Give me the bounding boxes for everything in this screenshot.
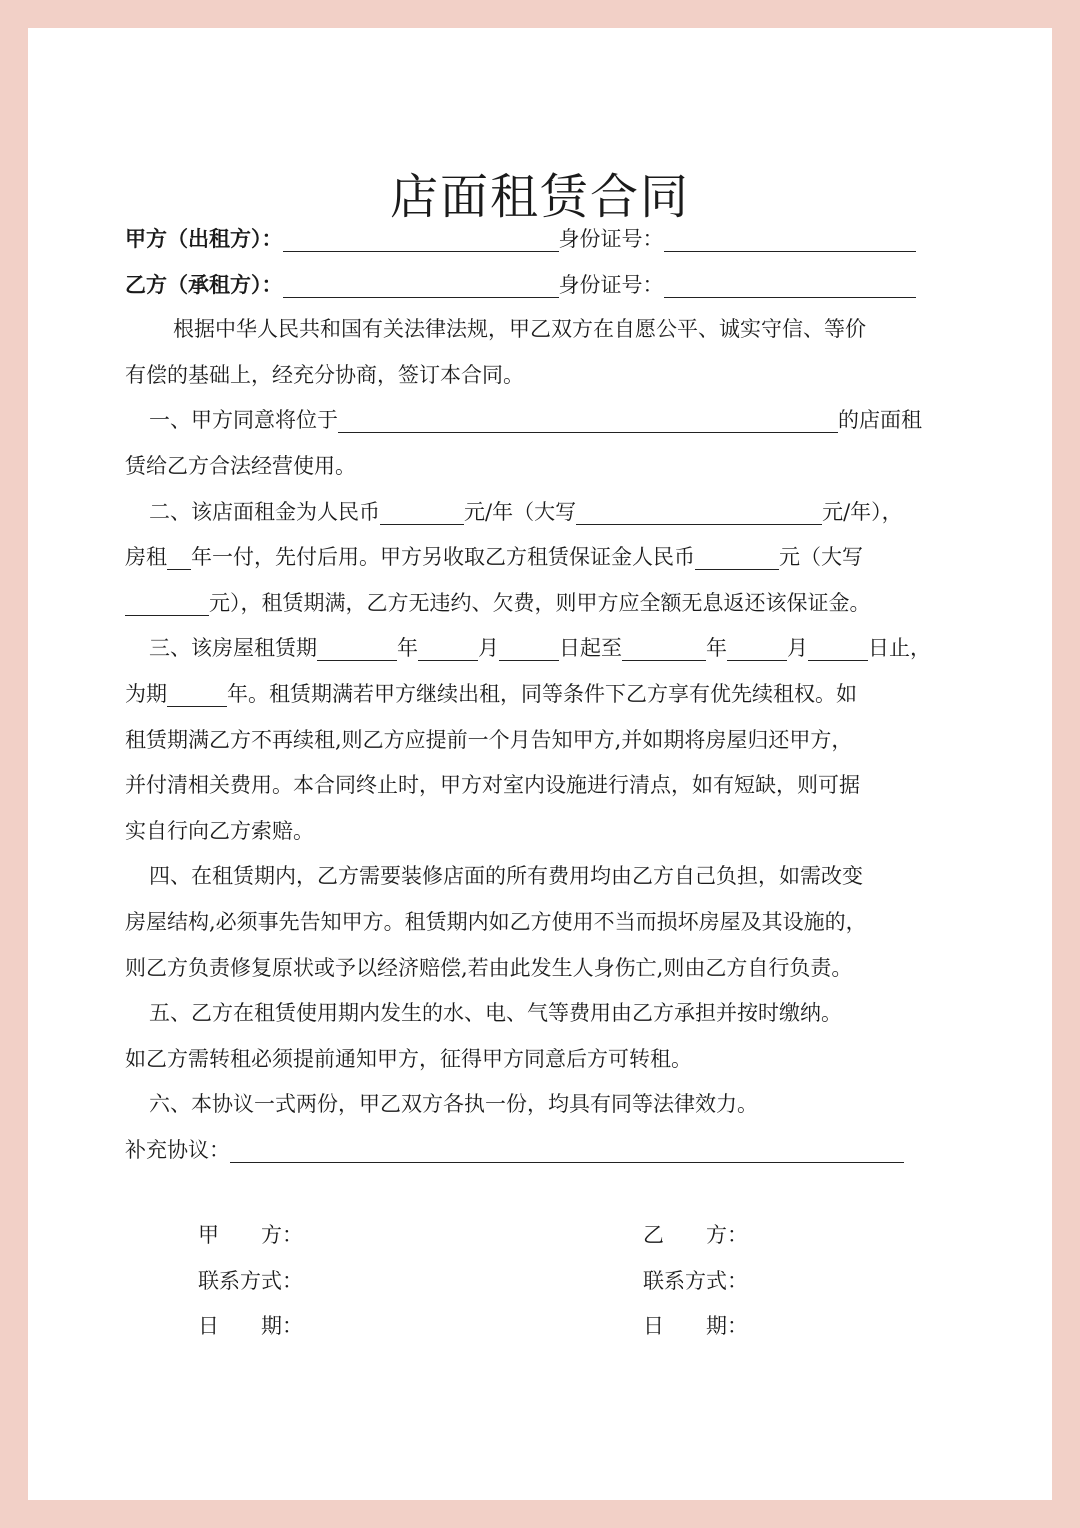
clause-3-text-c: 年。租赁期满若甲方继续出租，同等条件下乙方享有优先续租权。如 [227, 681, 857, 706]
signature-party-b [643, 1213, 748, 1350]
clause-3-line-2 [125, 672, 965, 718]
shop-location-blank[interactable] [338, 410, 838, 433]
clause-2-text-b: 元/年（大写 [464, 499, 577, 524]
clause-2-text-c: 元/年）， [822, 499, 903, 524]
clause-6-line: 六、本协议一式两份，甲乙双方各执一份，均具有同等法律效力。 [149, 1092, 758, 1117]
sign-a-contact: 联系方式： [198, 1268, 303, 1293]
clause-2-line-3 [125, 581, 965, 627]
start-year-blank[interactable] [317, 638, 397, 661]
term-years-blank[interactable] [167, 684, 227, 707]
document-title: 店面租赁合同 [389, 169, 690, 225]
clause-5-line-1: 五、乙方在租赁使用期内发生的水、电、气等费用由乙方承担并按时缴纳。 [149, 1001, 842, 1026]
party-a-label: 甲方（出租方）： [125, 226, 283, 251]
clause-3-line-3: 租赁期满乙方不再续租,则乙方应提前一个月告知甲方,并如期将房屋归还甲方， [125, 727, 853, 752]
deposit-amount-blank[interactable] [695, 547, 779, 570]
clause-2-text-a: 二、该店面租金为人民币 [149, 499, 380, 524]
rent-period-blank[interactable] [167, 547, 191, 570]
sign-b-party: 乙 方： [643, 1223, 748, 1247]
clause-3-month-label-2: 月 [787, 636, 808, 661]
rent-amount-blank[interactable] [380, 502, 464, 525]
rent-amount-words-blank[interactable] [576, 502, 822, 525]
clause-3-from-label: 日起至 [559, 636, 622, 661]
clause-4-line-2: 房屋结构,必须事先告知甲方。租赁期内如乙方使用不当而损坏房屋及其设施的， [125, 909, 867, 934]
clause-3-text-a: 三、该房屋租赁期 [149, 636, 317, 661]
supplement-row [125, 1128, 965, 1174]
party-a-id-label: 身份证号： [558, 227, 664, 251]
party-b-id-blank[interactable] [664, 275, 916, 298]
party-a-id-blank[interactable] [664, 229, 916, 252]
party-b-name-blank[interactable] [283, 275, 559, 298]
clause-3-month-label: 月 [478, 636, 499, 661]
clause-3-year-label: 年 [397, 636, 418, 661]
clause-4-line-3: 则乙方负责修复原状或予以经济赔偿,若由此发生人身伤亡,则由乙方自行负责。 [125, 955, 853, 980]
clause-2-line-1 [125, 490, 965, 536]
end-year-blank[interactable] [622, 638, 706, 661]
clause-1-line-2: 赁给乙方合法经营使用。 [125, 453, 356, 478]
signature-party-a [198, 1213, 303, 1350]
clause-3-text-b: 为期 [125, 681, 167, 706]
sign-a-date: 日 期： [198, 1314, 303, 1339]
clause-3-line-5: 实自行向乙方索赔。 [125, 818, 314, 843]
clause-2-text-g: 元），租赁期满，乙方无违约、欠费，则甲方应全额无息返还该保证金。 [209, 590, 871, 615]
contract-body [125, 216, 965, 1173]
end-day-blank[interactable] [808, 638, 868, 661]
clause-3-to-label: 日止， [868, 636, 931, 661]
supplement-blank[interactable] [230, 1140, 904, 1163]
clause-3-line-1 [125, 626, 965, 672]
clause-4-line-1: 四、在租赁期内，乙方需要装修店面的所有费用均由乙方自己负担，如需改变 [149, 864, 863, 889]
end-month-blank[interactable] [727, 638, 787, 661]
party-b-row [125, 262, 965, 308]
start-day-blank[interactable] [499, 638, 559, 661]
party-a-name-blank[interactable] [283, 229, 559, 252]
deposit-words-blank[interactable] [125, 593, 209, 616]
party-b-label: 乙方（承租方）： [125, 271, 283, 297]
sign-a-party: 甲 方： [198, 1223, 303, 1247]
sign-b-date: 日 期： [643, 1314, 748, 1339]
clause-5-line-2: 如乙方需转租必须提前通知甲方，征得甲方同意后方可转租。 [125, 1046, 692, 1071]
clause-3-year-label-2: 年 [706, 636, 727, 661]
sign-b-contact: 联系方式： [643, 1268, 748, 1293]
clause-2-text-e: 年一付，先付后用。甲方另收取乙方租赁保证金人民币 [191, 545, 695, 570]
clause-2-line-2 [125, 535, 965, 581]
party-b-id-label: 身份证号： [558, 272, 664, 297]
clause-2-text-d: 房租 [125, 545, 167, 570]
clause-1-text-a: 一、甲方同意将位于 [149, 408, 338, 433]
party-a-row [125, 216, 965, 262]
clause-1-text-b: 的店面租 [838, 408, 922, 433]
preamble-line-2: 有偿的基础上，经充分协商，签订本合同。 [125, 362, 524, 387]
contract-page [28, 28, 1052, 1500]
start-month-blank[interactable] [418, 638, 478, 661]
clause-1-line-1 [125, 398, 965, 444]
supplement-label: 补充协议： [125, 1137, 230, 1162]
preamble-line-1: 根据中华人民共和国有关法律法规，甲乙双方在自愿公平、诚实守信、等价 [173, 317, 866, 342]
clause-3-line-4: 并付清相关费用。本合同终止时，甲方对室内设施进行清点，如有短缺，则可据 [125, 773, 860, 798]
clause-2-text-f: 元（大写 [779, 545, 863, 570]
